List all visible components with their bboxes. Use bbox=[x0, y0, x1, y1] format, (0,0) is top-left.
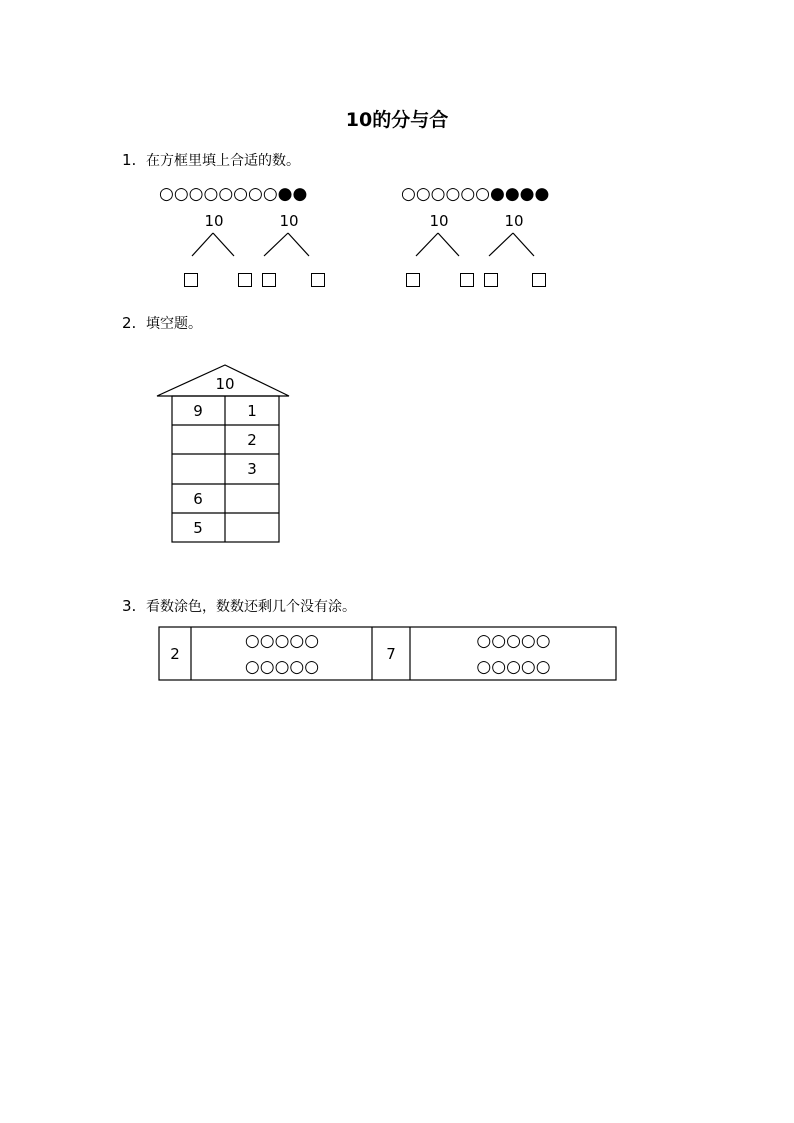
coloring-circles-row[interactable]: ○○○○○ bbox=[476, 631, 551, 651]
house-cell-right: 1 bbox=[247, 402, 257, 420]
house-cell-right: 2 bbox=[247, 431, 257, 449]
question-1-number: 1. bbox=[122, 151, 137, 169]
q1-group-1-circles: ○○○○○○○○●● bbox=[159, 184, 308, 204]
q1-g1-total-b: 10 bbox=[279, 212, 299, 230]
house-cell-left: 6 bbox=[193, 490, 203, 508]
house-cell-right: 3 bbox=[247, 460, 257, 478]
question-1-text: 在方框里填上合适的数。 bbox=[146, 153, 300, 169]
q1-group-2-circles: ○○○○○○●●●● bbox=[401, 184, 550, 204]
question-2-text: 填空题。 bbox=[146, 316, 202, 332]
coloring-count: 7 bbox=[386, 645, 396, 663]
q1-g2-total-a: 10 bbox=[429, 212, 449, 230]
house-roof-number: 10 bbox=[215, 375, 235, 393]
question-3-text: 看数涂色，数数还剩几个没有涂。 bbox=[146, 599, 356, 615]
q1-g2-total-b: 10 bbox=[504, 212, 524, 230]
question-2-number: 2. bbox=[122, 314, 137, 332]
coloring-circles-row[interactable]: ○○○○○ bbox=[244, 657, 320, 677]
question-3-number: 3. bbox=[122, 597, 137, 615]
coloring-count: 2 bbox=[170, 645, 180, 663]
coloring-circles-row[interactable]: ○○○○○ bbox=[244, 631, 320, 651]
house-cell-left: 5 bbox=[193, 519, 203, 537]
q1-g1-total-a: 10 bbox=[204, 212, 224, 230]
house-cell-left: 9 bbox=[193, 402, 203, 420]
page-title: 10的分与合 bbox=[345, 109, 449, 131]
coloring-circles-row[interactable]: ○○○○○ bbox=[476, 657, 551, 677]
